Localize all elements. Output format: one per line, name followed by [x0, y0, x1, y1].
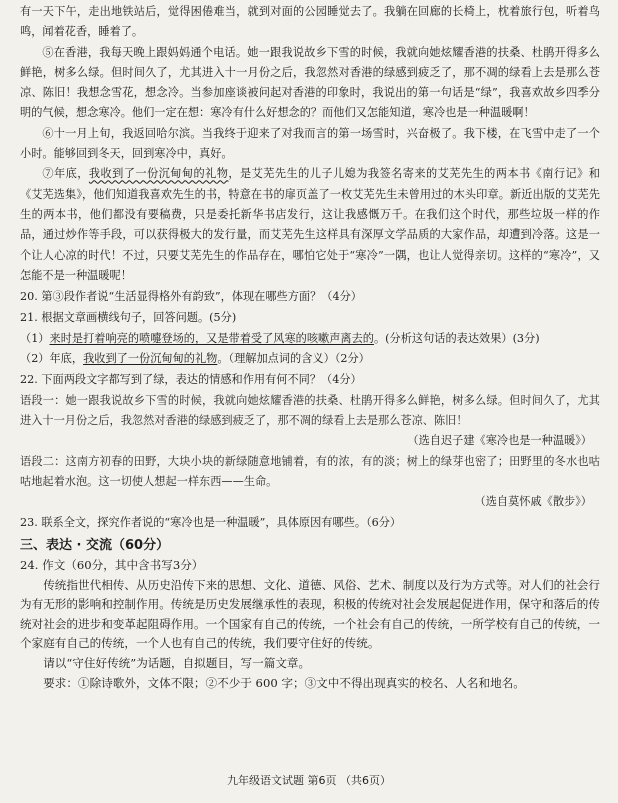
q21-2-tail: 。（理解加点词的含义）（2分）: [217, 352, 370, 366]
question-20: 20. 第③段作者说“生活显得格外有韵致”，体现在哪些方面？（4分）: [20, 290, 362, 304]
p7-start: ⑦年底，: [42, 167, 89, 181]
passage-paragraph-7: [20, 164, 600, 286]
question-23: 23. 联系全文，探究作者说的“寒冷也是一种温暖”，具体原因有哪些。（6分）: [20, 516, 402, 530]
p7-underlined-sentence: 我收到了一份沉甸甸的礼物: [88, 167, 229, 181]
section-3-title: 三、表达 · 交流（60分）: [20, 537, 170, 553]
q22-excerpt-1-source: （选自迟子建《寒冷也是一种温暖》）: [407, 434, 592, 448]
p7-rest: ，是艾芜先生的儿子儿媳为我签名寄来的艾芜先生的两本书《南行记》和《艾芜选集》，他们知道我喜欢先生的书，特意在书的扉页盖了一枚艾芜先生未曾用过的木头印章。新近出版的艾芜先生的两本书，他们都没有要稿费，只是委托新华书店发行，这让我感慨万千。在我们这个时代，那些垃圾一样的作品，通过炒作等手段，可以获得极大的发行量，而艾芜先生这样具有深厚文学品质的大家作品，却遭到冷落。这是一个让人心凉的时代！不过，只要艾芜先生的作品存在，哪怕它处于“寒冷”一隅，也让人觉得亲切。这样的“寒冷”，又怎能不是一种温暖呢！: [20, 167, 600, 282]
passage-paragraph-0: 有一天下午，走出地铁站后，觉得困倦难当，就到对面的公园睡觉去了。我躺在回廊的长椅上，枕着旅行包，听着鸟鸣，闻着花香，睡着了。: [20, 5, 600, 39]
q21-1-tail: 。(分析这句话的表达效果）(3分): [373, 331, 540, 345]
q22-excerpt-2-source: （选自莫怀戚《散步》）: [474, 495, 592, 509]
essay-requirements: 要求：①除诗歌外，文体不限；②不少于 600 字；③文中不得出现真实的校名、人名和地名。: [43, 675, 525, 690]
q21-2-label: （2）年底，: [20, 352, 84, 366]
page-footer: 九年级语文试题 第6页 （共6页）: [227, 774, 391, 787]
passage-paragraph-5: ⑤在香港，我每天晚上跟妈妈通个电话。她一跟我说故乡下雪的时候，我就向她炫耀香港的扶桑、杜鹃开得多么鲜艳，树多么绿。但时间久了，尤其进入十一月份之后，我忽然对香港的绿感到疲乏了，那不凋的绿看上去是那么苍凉、陈旧！我想念雪花，想念冷。当参加座谈被问起对香港的印象时，我说出的第一句话是“绿”，我喜欢故乡四季分明的气候，想念寒冷。他们一定在想：寒冷有什么好想念的？而他们又怎能知道，寒冷也是一种温暖啊！: [20, 45, 600, 120]
question-21-part-2: [20, 349, 600, 369]
q22-excerpt-2: 语段二：这南方初春的田野，大块小块的新绿随意地铺着，有的浓，有的淡；树上的绿芽也密了；田野里的冬水也咕咕地起着水泡。这一切使人想起一样东西——生命。: [20, 454, 600, 488]
question-21-part-1: [20, 329, 600, 349]
essay-intro: 传统指世代相传、从历史沿传下来的思想、文化、道德、风俗、艺术、制度以及行为方式等。对人们的社会行为有无形的影响和控制作用。传统是历史发展继承性的表现，积极的传统对社会发展起促进作用，保守和落后的传统对社会的进步和变革起阻碍作用。一个国家有自己的传统，一个社会有自己的传统，一所学校有自己的传统，一个家庭有自己的传统，一个人也有自己的传统，我们要守住好的传统。: [20, 577, 600, 651]
question-24: 24. 作文（60分，其中含书写3分）: [20, 558, 204, 573]
question-22: 22. 下面两段文字都写到了绿，表达的情感和作用有何不同？（4分）: [20, 373, 362, 387]
essay-task: 请以“守住好传统”为话题，自拟题目，写一篇文章。: [43, 655, 311, 670]
question-21: 21. 根据文章画横线句子，回答问题。(5分): [20, 311, 237, 325]
q21-1-label: （1）: [20, 331, 50, 345]
essay-block: [20, 556, 600, 693]
q21-2-underlined: 我收到了一份沉甸甸的礼物: [83, 352, 218, 366]
page-content: [20, 2, 600, 693]
q22-excerpt-1: 语段一：她一跟我说故乡下雪的时候，我就向她炫耀香港的扶桑、杜鹃开得多么鲜艳，树多么绿。但时间久了，尤其进入十一月份之后，我忽然对香港的绿感到疲乏了，那不凋的绿看上去是那么苍凉、陈旧！: [20, 393, 600, 427]
passage-paragraph-6: ⑥十一月上旬，我返回哈尔滨。当我终于迎来了对我而言的第一场雪时，兴奋极了。我下楼，在飞雪中走了一个小时。能够回到冬天，回到寒冷中，真好。: [20, 126, 600, 161]
q21-1-underlined: 来时是打着响亮的喷嚏登场的，又是带着受了风寒的咳嗽声离去的: [49, 331, 374, 345]
